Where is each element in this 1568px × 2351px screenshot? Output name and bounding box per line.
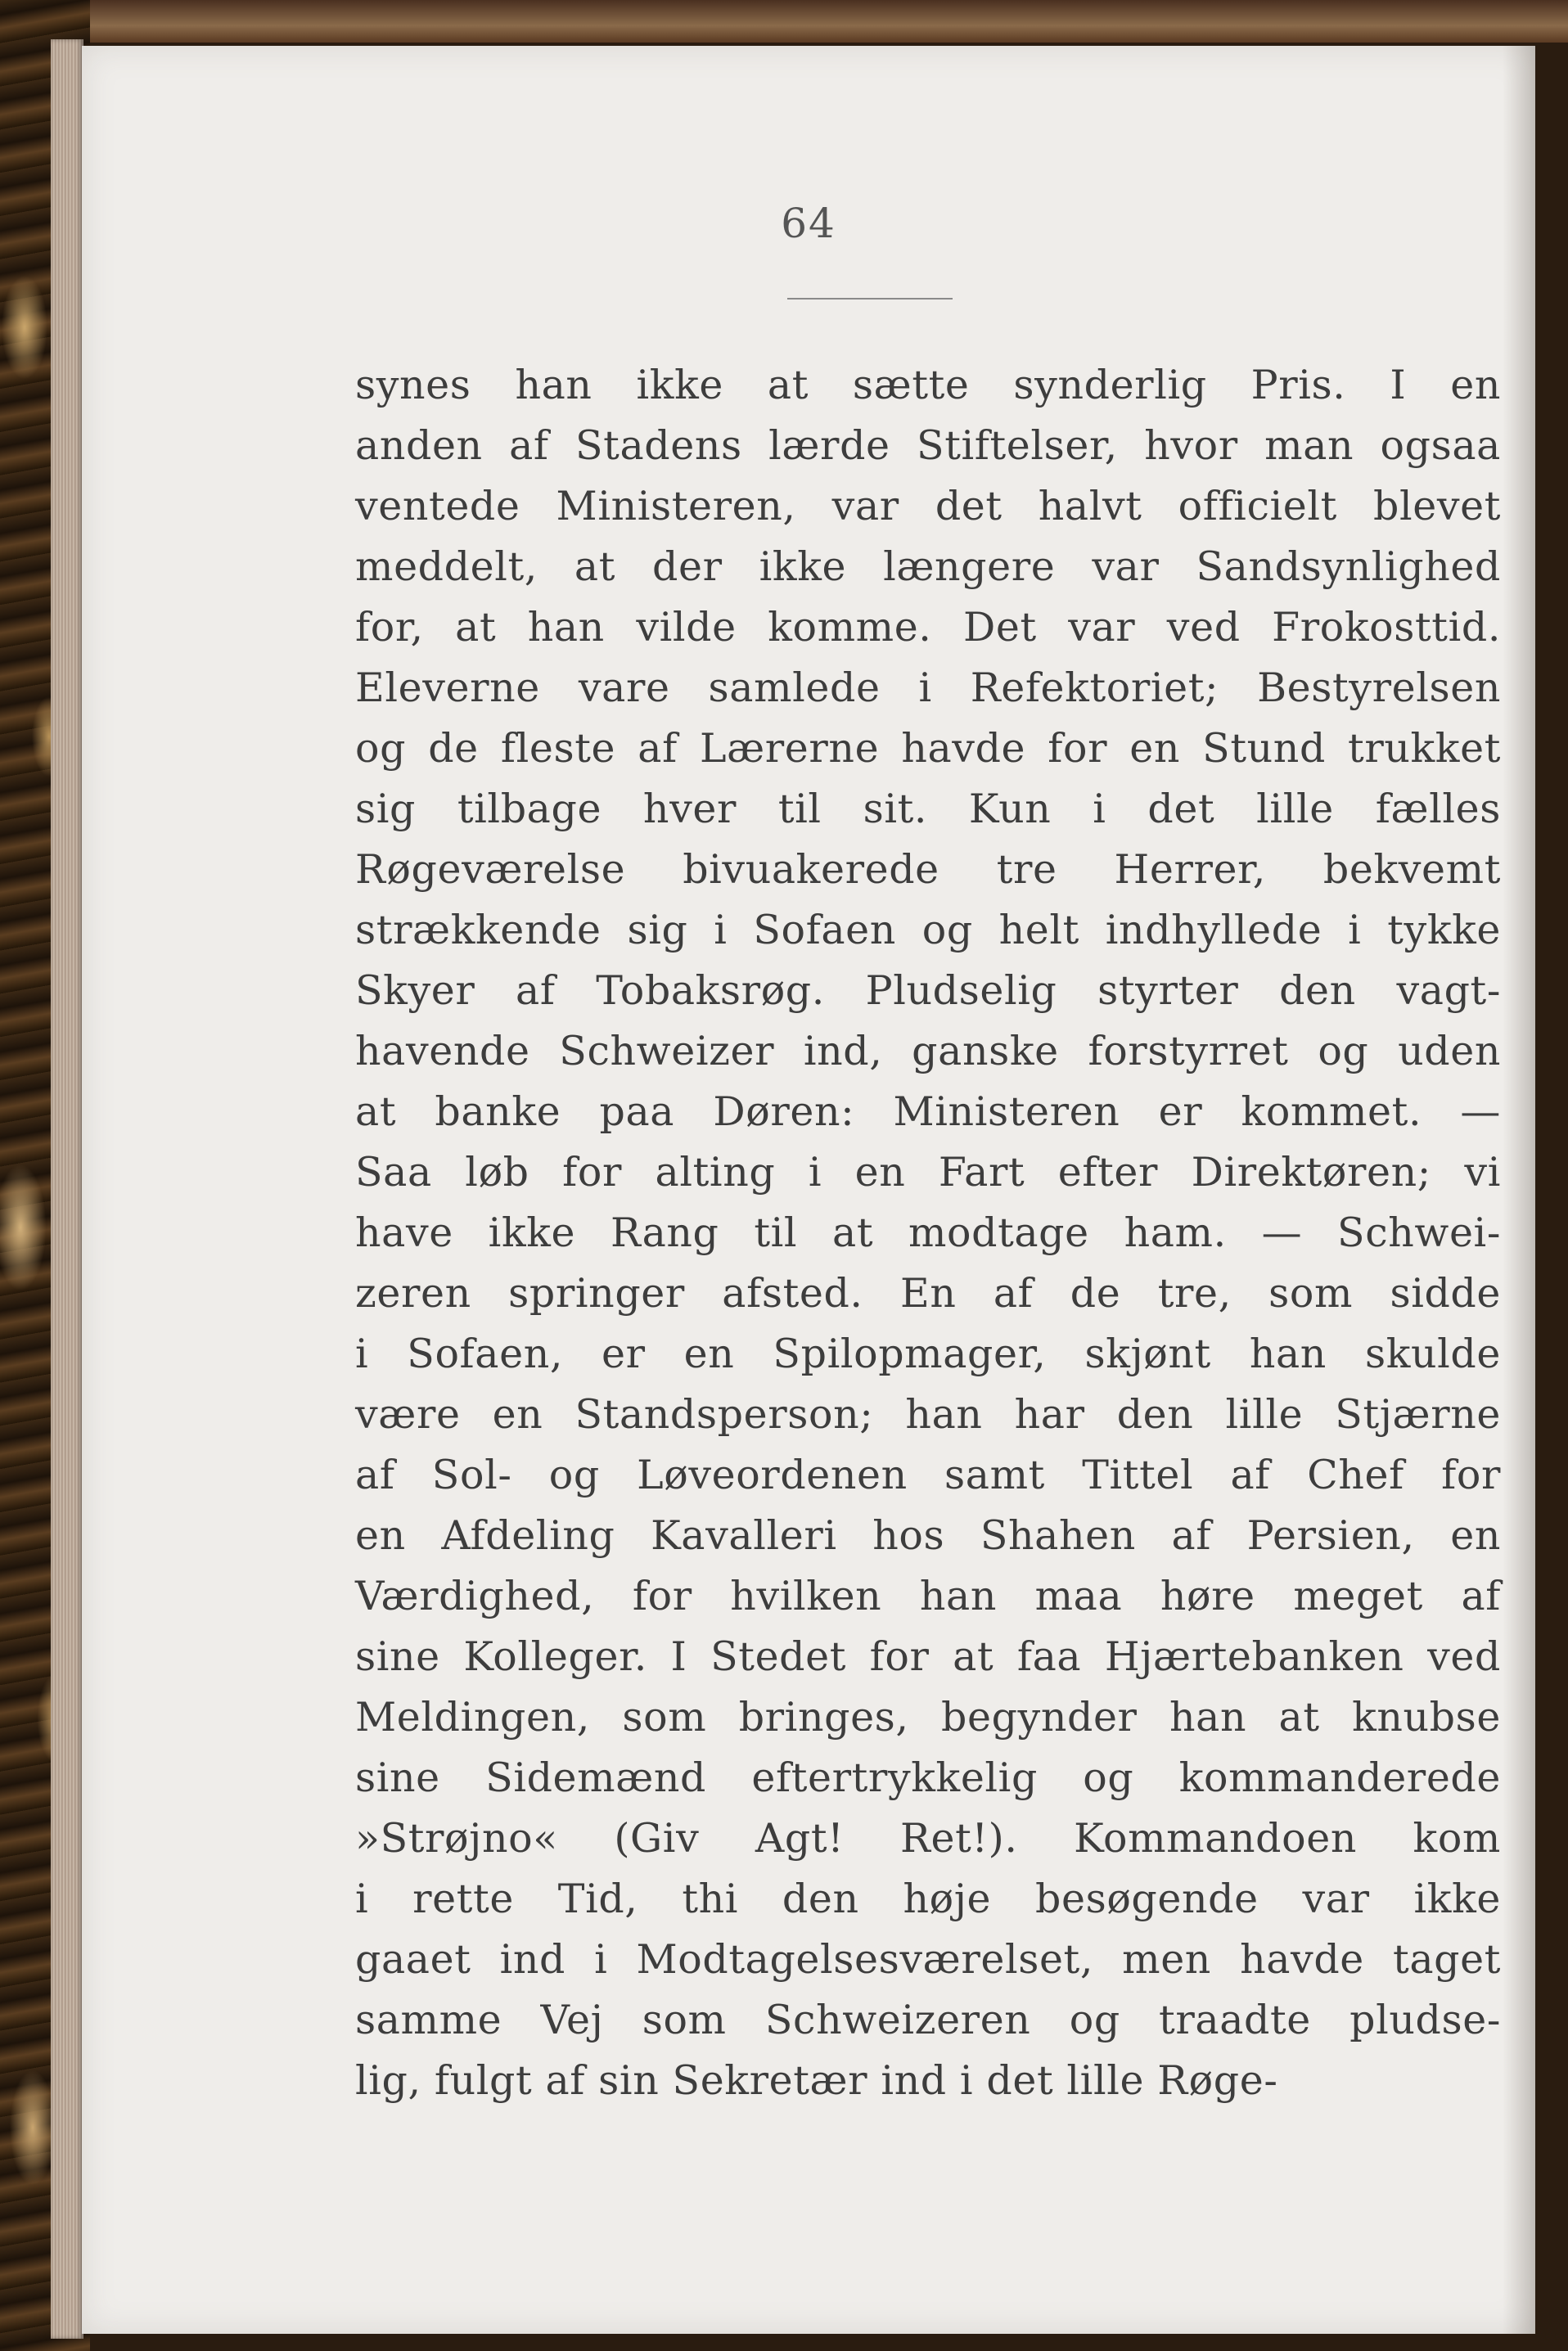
- text-line: for, at han vilde komme. Det var ved Frokosttid.: [355, 604, 1501, 651]
- text-line: Meldingen, som bringes, begynder han at knubse: [355, 1694, 1501, 1741]
- text-line: af Sol- og Løveordenen samt Tittel af Chef for: [355, 1452, 1501, 1498]
- text-line: være en Standsperson; han har den lille Stjærne: [355, 1391, 1501, 1438]
- text-line: sig tilbage hver til sit. Kun i det lille fælles: [355, 786, 1501, 832]
- text-line: at banke paa Døren: Ministeren er kommet. —: [355, 1088, 1501, 1135]
- text-line: lig, fulgt af sin Sekretær ind i det lille Røge-: [355, 2057, 1278, 2104]
- text-line: i Sofaen, er en Spilopmager, skjønt han skulde: [355, 1331, 1501, 1377]
- page-gutter-shadow: [1503, 46, 1535, 2334]
- text-line: gaaet ind i Modtagelsesværelset, men havde taget: [355, 1936, 1501, 1983]
- text-line: ventede Ministeren, var det halvt officielt blevet: [355, 483, 1501, 529]
- text-line: havende Schweizer ind, ganske forstyrret og uden: [355, 1028, 1501, 1074]
- text-line: strækkende sig i Sofaen og helt indhyllede i tykke: [355, 907, 1501, 953]
- text-line: i rette Tid, thi den høje besøgende var ikke: [355, 1876, 1501, 1922]
- text-line: samme Vej som Schweizeren og traadte pludse-: [355, 1997, 1501, 2043]
- body-text: [355, 355, 1501, 2111]
- text-line: zeren springer afsted. En af de tre, som sidde: [355, 1270, 1501, 1317]
- page-edges: [51, 39, 83, 2339]
- text-line: anden af Stadens lærde Stiftelser, hvor man ogsaa: [355, 422, 1501, 469]
- text-line: Eleverne vare samlede i Refektoriet; Bestyrelsen: [355, 664, 1501, 711]
- text-line: Saa løb for alting i en Fart efter Direktøren; vi: [355, 1149, 1501, 1196]
- text-line: Værdighed, for hvilken han maa høre meget af: [355, 1573, 1501, 1619]
- page-number: 64: [781, 200, 836, 247]
- text-line: synes han ikke at sætte synderlig Pris. I en: [355, 362, 1501, 408]
- text-line: Røgeværelse bivuakerede tre Herrer, bekvemt: [355, 846, 1501, 893]
- text-line: Skyer af Tobaksrøg. Pludselig styrter den vagt-: [355, 967, 1501, 1014]
- text-line: »Strøjno« (Giv Agt! Ret!). Kommandoen kom: [355, 1815, 1501, 1862]
- text-line: sine Sidemænd eftertrykkelig og kommanderede: [355, 1754, 1501, 1801]
- text-line: og de fleste af Lærerne havde for en Stund trukket: [355, 725, 1501, 772]
- text-line: have ikke Rang til at modtage ham. — Schwei-: [355, 1209, 1501, 1256]
- book-page: [82, 46, 1535, 2334]
- text-line: meddelt, at der ikke længere var Sandsynlighed: [355, 543, 1501, 590]
- text-line: sine Kolleger. I Stedet for at faa Hjærtebanken ved: [355, 1633, 1501, 1680]
- book-top-edge: [0, 0, 1568, 43]
- text-line: en Afdeling Kavalleri hos Shahen af Persien, en: [355, 1512, 1501, 1559]
- page-number-rule: [787, 298, 953, 300]
